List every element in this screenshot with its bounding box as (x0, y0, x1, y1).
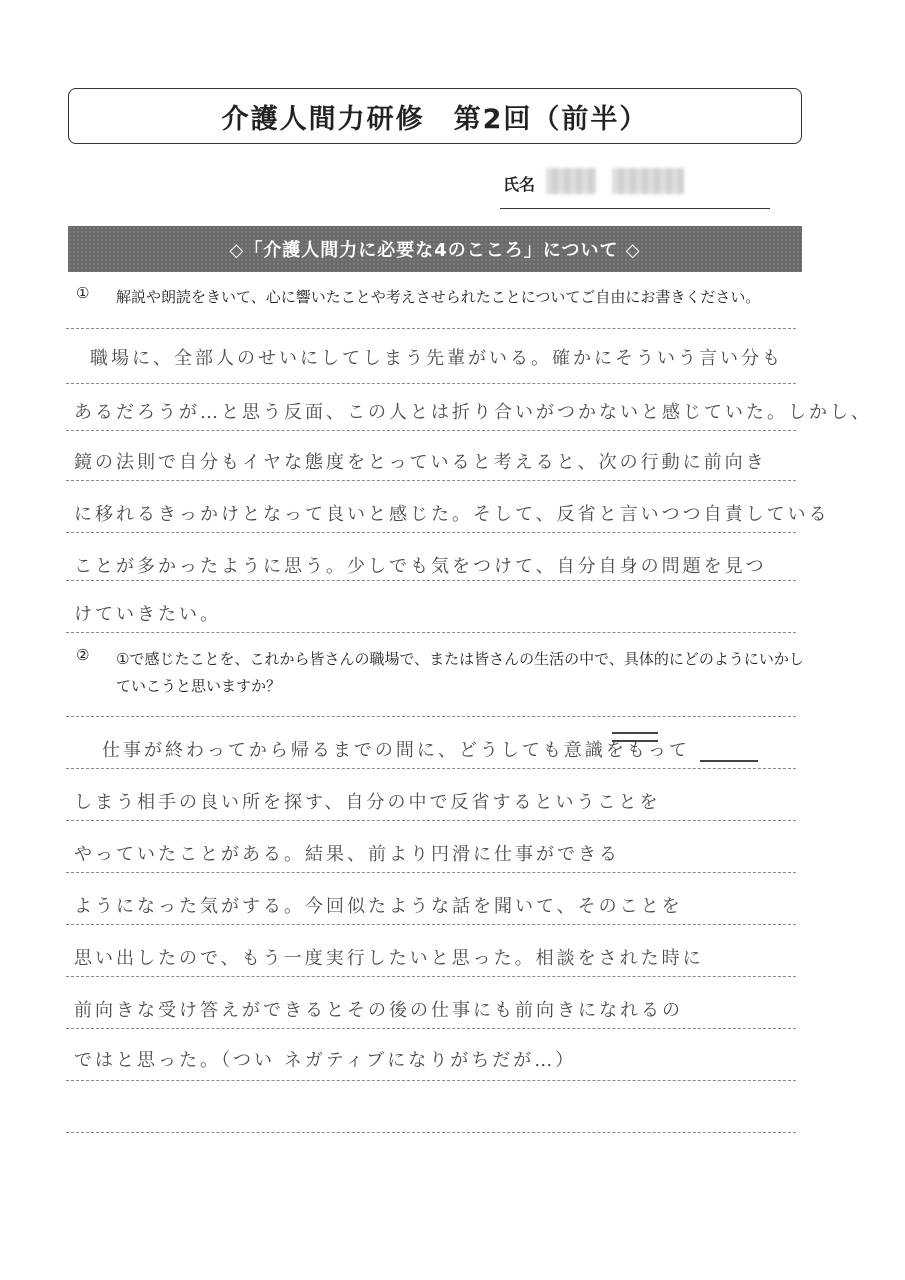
crossed-out-correction (612, 732, 658, 734)
answer-rule (66, 1028, 796, 1029)
answer-rule (66, 924, 796, 925)
question-2 (76, 646, 816, 700)
answer-rule (66, 480, 796, 481)
crossed-out-correction (700, 760, 758, 762)
answer-2-line: ようになった気がする。今回似たような話を聞いて、そのことを (74, 896, 683, 917)
redacted-surname (546, 168, 596, 194)
answer-1-line: 鏡の法則で自分もイヤな態度をとっていると考えると、次の行動に前向き (74, 452, 767, 473)
answer-rule (66, 532, 796, 533)
answer-rule (66, 632, 796, 633)
answer-1-line: けていきたい。 (74, 604, 221, 625)
section-banner: ◇「介護人間力に必要な4のこころ」について ◇ (68, 226, 802, 272)
answer-rule (66, 580, 796, 581)
answer-2-line: やっていたことがある。結果、前より円滑に仕事ができる (74, 844, 620, 865)
answer-rule (66, 1132, 796, 1133)
answer-2-line: しまう相手の良い所を探す、自分の中で反省するということを (74, 792, 661, 813)
name-underline (500, 208, 770, 209)
answer-2-line: 前向きな受け答えができるとその後の仕事にも前向きになれるの (74, 1000, 683, 1021)
answer-rule (66, 976, 796, 977)
answer-rule (66, 768, 796, 769)
question-1-text: 解説や朗読をきいて、心に響いたことや考えさせられたことについてご自由にお書きください。 (116, 288, 761, 306)
question-2-text: ①で感じたことを、これから皆さんの職場で、または皆さんの生活の中で、具体的にどのようにいかしていこうと思いますか？ (116, 650, 804, 695)
answer-2-line: 思い出したので、もう一度実行したいと思った。相談をされた時に (74, 948, 704, 969)
answer-1-line: に移れるきっかけとなって良いと感じた。そして、反省と言いつつ自責している (74, 504, 830, 525)
answer-rule (66, 716, 796, 717)
answer-1-line: ことが多かったように思う。少しでも気をつけて、自分自身の問題を見つ (74, 556, 767, 577)
redacted-given-name (612, 168, 684, 194)
answer-rule (66, 820, 796, 821)
answer-1-line: 職場に、全部人のせいにしてしまう先輩がいる。確かにそういう言い分も (90, 348, 783, 369)
answer-1-line: あるだろうが…と思う反面、この人とは折り合いがつかないと感じていた。しかし、 (74, 402, 872, 423)
answer-rule (66, 1080, 796, 1081)
question-1-number: ① (76, 284, 90, 302)
name-label: 氏名 (503, 175, 536, 194)
page-title: 介護人間力研修 第2回（前半） (68, 88, 802, 144)
question-1 (76, 284, 816, 311)
answer-2-line: ではと思った。（つい ネガティブになりがちだが…） (74, 1050, 577, 1071)
question-2-number: ② (76, 646, 90, 664)
answer-rule (66, 430, 796, 431)
answer-rule (66, 872, 796, 873)
answer-rule (66, 383, 796, 384)
answer-2-line: 仕事が終わってから帰るまでの間に、どうしても意識をもって (102, 740, 690, 761)
answer-rule (66, 328, 796, 329)
crossed-out-correction (612, 740, 658, 742)
